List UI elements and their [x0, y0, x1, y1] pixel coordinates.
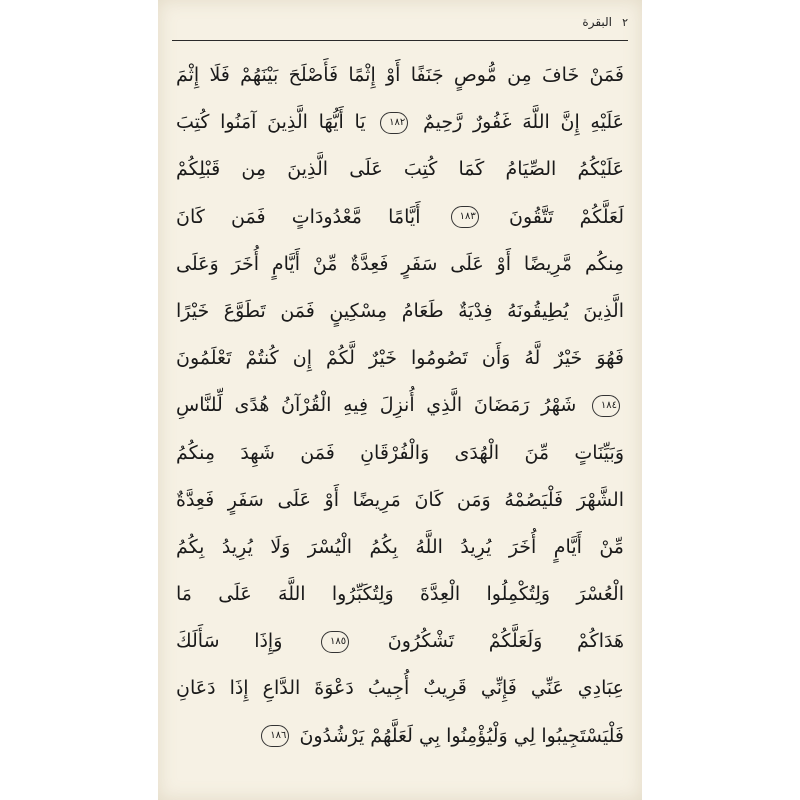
verse-text: فَمَنْ خَافَ مِن مُّوصٍ جَنَفًا أَوْ إِثْمًا فَأَصْلَحَ بَيْنَهُمْ فَلَا إِثْمَ [176, 64, 624, 86]
quran-text-block [176, 52, 624, 760]
text-line [176, 713, 624, 760]
text-line [176, 430, 624, 477]
verse-text: الْعُسْرَ وَلِتُكْمِلُوا الْعِدَّةَ وَلِتُكَبِّرُوا اللَّهَ عَلَى مَا [176, 583, 624, 606]
ayah-number-marker: ١٨٤ [592, 395, 620, 417]
header-divider [172, 40, 628, 41]
verse-text: فَهُوَ خَيْرٌ لَّهُ وَأَن تَصُومُوا خَيْرٌ لَّكُمْ إِن كُنتُمْ تَعْلَمُونَ [176, 347, 624, 370]
page-header [172, 14, 628, 36]
text-line [176, 665, 624, 712]
verse-text: يَا أَيُّهَا الَّذِينَ آمَنُوا كُتِبَ [176, 111, 366, 134]
verse-text: الَّذِينَ يُطِيقُونَهُ فِدْيَةٌ طَعَامُ مِسْكِينٍ فَمَن تَطَوَّعَ خَيْرًا [176, 299, 624, 322]
ayah-number-marker: ١٨٥ [321, 631, 349, 653]
text-line [176, 477, 624, 524]
verse-text: عَلَيْكُمُ الصِّيَامُ كَمَا كُتِبَ عَلَى الَّذِينَ مِن قَبْلِكُمْ [176, 158, 624, 181]
verse-text: مِنكُم مَّرِيضًا أَوْ عَلَى سَفَرٍ فَعِدَّةٌ مِّنْ أَيَّامٍ أُخَرَ وَعَلَى [176, 252, 624, 275]
text-line [176, 241, 624, 288]
mushaf-page [158, 0, 642, 800]
text-line [176, 99, 624, 146]
text-line [176, 335, 624, 382]
verse-text: هَدَاكُمْ وَلَعَلَّكُمْ تَشْكُرُونَ [387, 630, 624, 653]
surah-name: البقرة [582, 15, 612, 29]
verse-text: عَلَيْهِ إِنَّ اللَّهَ غَفُورٌ رَّحِيمٌ [422, 111, 624, 134]
verse-text: شَهْرُ رَمَضَانَ الَّذِي أُنزِلَ فِيهِ الْقُرْآنُ هُدًى لِّلنَّاسِ [176, 394, 577, 417]
text-line [176, 618, 624, 665]
verse-text: مِّنْ أَيَّامٍ أُخَرَ يُرِيدُ اللَّهُ بِكُمُ الْيُسْرَ وَلَا يُرِيدُ بِكُمُ [176, 535, 624, 558]
ayah-number-marker: ١٨٦ [261, 725, 289, 747]
verse-text: وَإِذَا سَأَلَكَ [176, 630, 283, 653]
text-line [176, 571, 624, 618]
verse-text: عِبَادِي عَنِّي فَإِنِّي قَرِيبٌ أُجِيبُ دَعْوَةَ الدَّاعِ إِذَا دَعَانِ [176, 677, 624, 700]
text-line [176, 194, 624, 241]
text-line [176, 52, 624, 99]
page-number: ٢ [622, 16, 628, 29]
verse-text: فَلْيَسْتَجِيبُوا لِي وَلْيُؤْمِنُوا بِي لَعَلَّهُمْ يَرْشُدُونَ [299, 724, 624, 747]
verse-text: وَبَيِّنَاتٍ مِّنَ الْهُدَى وَالْفُرْقَانِ فَمَن شَهِدَ مِنكُمُ [176, 441, 624, 464]
text-line [176, 288, 624, 335]
ayah-number-marker: ١٨٢ [380, 112, 408, 134]
text-line [176, 146, 624, 193]
verse-text: لَعَلَّكُمْ تَتَّقُونَ [508, 205, 624, 228]
verse-text: الشَّهْرَ فَلْيَصُمْهُ وَمَن كَانَ مَرِيضًا أَوْ عَلَى سَفَرٍ فَعِدَّةٌ [176, 488, 624, 511]
text-line [176, 524, 624, 571]
text-line [176, 382, 624, 429]
ayah-number-marker: ١٨٣ [451, 206, 479, 228]
verse-text: أَيَّامًا مَّعْدُودَاتٍ فَمَن كَانَ [176, 205, 421, 228]
